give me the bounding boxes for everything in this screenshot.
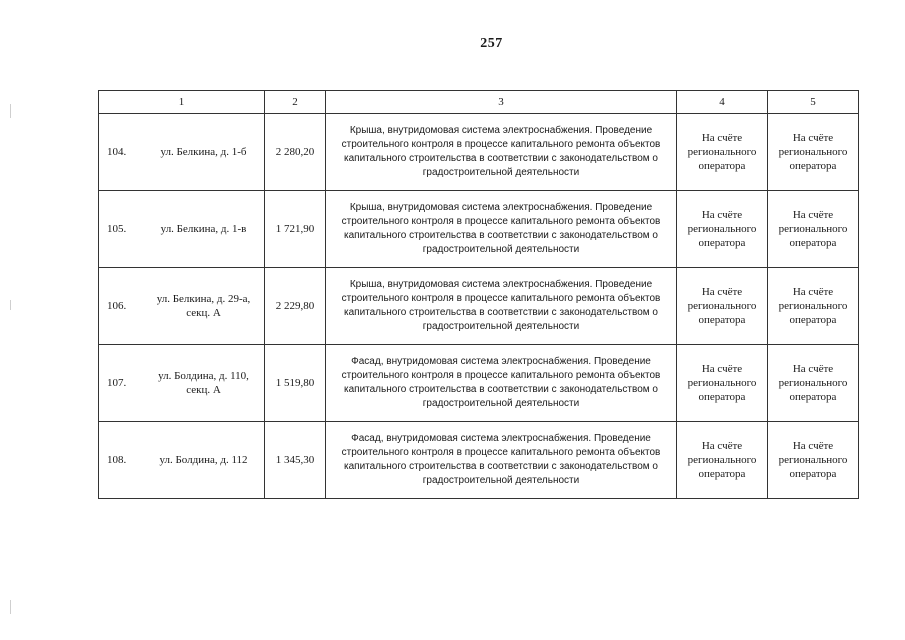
funding-source-cell: На счёте регионального оператора [677, 422, 768, 499]
address-cell [99, 345, 265, 422]
address-cell [99, 114, 265, 191]
table-row [99, 114, 859, 191]
address-cell [99, 191, 265, 268]
row-number: 107. [107, 377, 127, 389]
scan-artifact [10, 300, 11, 310]
address [147, 145, 260, 159]
address-line: ул. Болдина, д. 110, [158, 370, 249, 382]
address-cell [99, 422, 265, 499]
column-header-5: 5 [768, 91, 859, 114]
funding-source-cell: На счёте регионального оператора [768, 191, 859, 268]
column-header-2: 2 [265, 91, 326, 114]
address-cell [99, 268, 265, 345]
funding-source-cell: На счёте регионального оператора [677, 345, 768, 422]
address [147, 222, 260, 236]
address-line: секц. А [186, 384, 221, 396]
work-description-cell: Фасад, внутридомовая система электроснабжения. Проведение строительного контроля в процессе капитального ремонта объектов капитального строительства в соответствии с законодательством о градостроительной деятельности [326, 422, 677, 499]
work-description-cell: Крыша, внутридомовая система электроснабжения. Проведение строительного контроля в процессе капитального ремонта объектов капитального строительства в соответствии с законодательством о градостроительной деятельности [326, 268, 677, 345]
funding-source-cell: На счёте регионального оператора [677, 268, 768, 345]
cost-cell: 1 345,30 [265, 422, 326, 499]
address-line: ул. Болдина, д. 112 [159, 454, 248, 466]
cost-cell: 2 229,80 [265, 268, 326, 345]
work-description-cell: Крыша, внутридомовая система электроснабжения. Проведение строительного контроля в процессе капитального ремонта объектов капитального строительства в соответствии с законодательством о градостроительной деятельности [326, 191, 677, 268]
address [147, 369, 260, 397]
row-number: 108. [107, 454, 127, 466]
address-line: секц. А [186, 307, 221, 319]
funding-source-cell: На счёте регионального оператора [677, 191, 768, 268]
cost-cell: 1 721,90 [265, 191, 326, 268]
capital-repair-table [98, 90, 859, 499]
row-number: 106. [107, 300, 127, 312]
table-row [99, 345, 859, 422]
header-row [99, 91, 859, 114]
table-row [99, 191, 859, 268]
address-line: ул. Белкина, д. 1-б [160, 146, 247, 158]
row-number: 104. [107, 146, 127, 158]
column-header-3: 3 [326, 91, 677, 114]
work-description-cell: Фасад, внутридомовая система электроснабжения. Проведение строительного контроля в процессе капитального ремонта объектов капитального строительства в соответствии с законодательством о градостроительной деятельности [326, 345, 677, 422]
page-number: 257 [480, 36, 503, 51]
address-line: ул. Белкина, д. 29-а, [156, 293, 251, 305]
row-number: 105. [107, 223, 127, 235]
column-header-1: 1 [99, 91, 265, 114]
funding-source-cell: На счёте регионального оператора [768, 345, 859, 422]
address-line: ул. Белкина, д. 1-в [160, 223, 247, 235]
funding-source-cell: На счёте регионального оператора [768, 114, 859, 191]
scan-artifact [10, 104, 11, 118]
address [147, 453, 260, 467]
cost-cell: 1 519,80 [265, 345, 326, 422]
scan-artifact [10, 600, 11, 614]
funding-source-cell: На счёте регионального оператора [768, 422, 859, 499]
work-description-cell: Крыша, внутридомовая система электроснабжения. Проведение строительного контроля в процессе капитального ремонта объектов капитального строительства в соответствии с законодательством о градостроительной деятельности [326, 114, 677, 191]
table-row [99, 268, 859, 345]
column-header-4: 4 [677, 91, 768, 114]
funding-source-cell: На счёте регионального оператора [677, 114, 768, 191]
cost-cell: 2 280,20 [265, 114, 326, 191]
table-row [99, 422, 859, 499]
funding-source-cell: На счёте регионального оператора [768, 268, 859, 345]
address [147, 292, 260, 320]
